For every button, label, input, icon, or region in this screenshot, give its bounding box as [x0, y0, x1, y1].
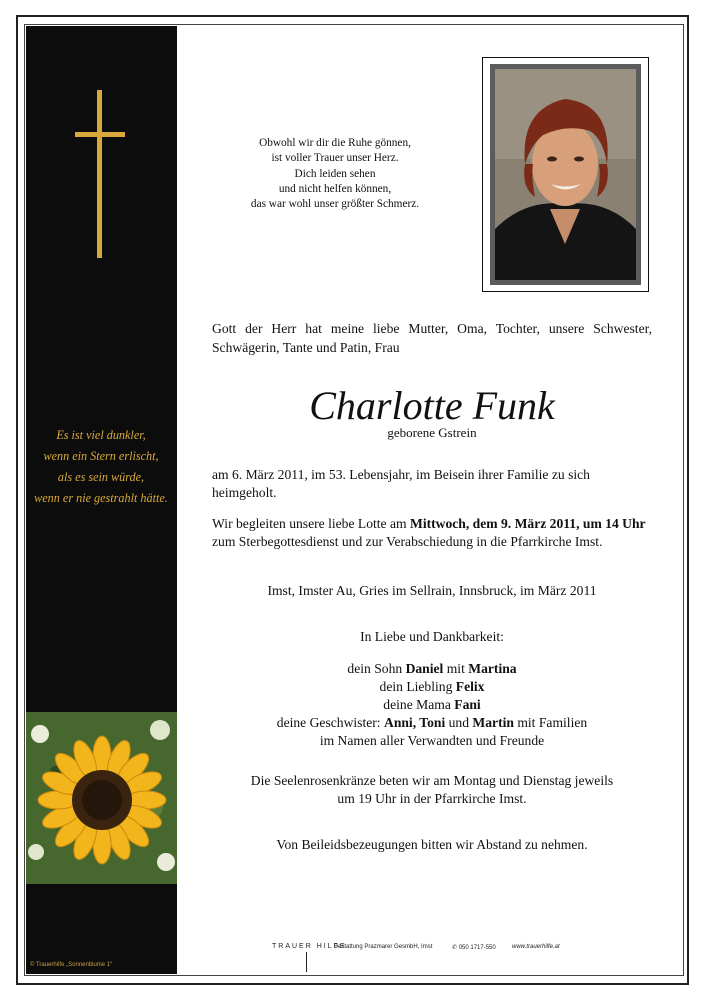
quote-line: Es ist viel dunkler,	[56, 428, 146, 442]
family-name: Martina	[468, 661, 517, 676]
condolence-notice: Von Beileidsbezeugungen bitten wir Abstand zu nehmen.	[276, 837, 588, 852]
poem-line: Dich leiden sehen	[294, 167, 376, 180]
family-text: deine Mama	[383, 697, 455, 712]
rosary-line: Die Seelenrosenkränze beten wir am Montag und Dienstag jeweils	[250, 773, 614, 788]
family-text: mit Familien	[513, 715, 588, 730]
cross-icon	[97, 90, 102, 258]
family-text: dein Liebling	[379, 679, 456, 694]
family-text: und	[445, 715, 473, 730]
thanks-heading: In Liebe und Dankbarkeit:	[360, 629, 504, 644]
family-name: Fani	[454, 697, 481, 712]
rosary-line: um 19 Uhr in der Pfarrkirche Imst.	[337, 791, 527, 806]
family-line	[212, 714, 652, 732]
sunflower-image	[26, 712, 177, 884]
rosary-notice	[212, 772, 652, 808]
family-line	[212, 660, 652, 678]
deceased-name: Charlotte Funk	[309, 383, 555, 428]
footer-company: Bestattung Prazmarer GesmbH, Imst	[334, 944, 433, 950]
footer-website: www.trauerhilfe.at	[512, 944, 560, 950]
family-line: im Namen aller Verwandten und Freunde	[319, 733, 545, 748]
footer-phone: ✆ 050 1717-550	[452, 945, 496, 951]
family-name: Felix	[455, 679, 485, 694]
death-notice: am 6. März 2011, im 53. Lebensjahr, im Beisein ihrer Familie zu sich heimgeholt.	[212, 467, 590, 500]
sidebar-quote	[28, 425, 174, 509]
poem-line: und nicht helfen können,	[278, 182, 392, 195]
quote-line: wenn er nie gestrahlt hätte.	[34, 491, 168, 505]
poem-line: das war wohl unser größter Schmerz.	[250, 198, 420, 211]
family-name: Anni, Toni	[384, 715, 446, 730]
family-text: deine Geschwister:	[276, 715, 384, 730]
family-line	[212, 678, 652, 696]
funeral-text: zum Sterbegottesdienst und zur Verabschiedung in die Pfarrkirche Imst.	[212, 534, 603, 549]
trauerhilfe-logo: TRAUER HILFE	[272, 943, 347, 950]
family-list	[212, 660, 652, 750]
cross-icon-bar	[75, 132, 125, 137]
funeral-text: Wir begleiten unsere liebe Lotte am	[212, 516, 410, 531]
family-name: Martin	[472, 715, 514, 730]
logo-divider	[306, 952, 307, 972]
family-name: Daniel	[405, 661, 444, 676]
funeral-notice	[212, 515, 657, 551]
poem-line: Obwohl wir dir die Ruhe gönnen,	[259, 137, 411, 149]
intro-text: Gott der Herr hat meine liebe Mutter, Oma, Tochter, unsere Schwester, Schwägerin, Tante und Patin, Frau	[212, 321, 652, 355]
image-credit: © Trauerhilfe „Sonnenblume 1“	[30, 962, 113, 968]
poem	[215, 136, 455, 212]
places-date: Imst, Imster Au, Gries im Sellrain, Innsbruck, im März 2011	[267, 583, 597, 598]
quote-line: wenn ein Stern erlischt,	[43, 449, 159, 463]
family-text: dein Sohn	[347, 661, 406, 676]
portrait-photo	[495, 69, 636, 280]
family-text: mit	[443, 661, 469, 676]
quote-line: als es sein würde,	[57, 470, 145, 484]
family-line	[212, 696, 652, 714]
funeral-date: Mittwoch, dem 9. März 2011, um 14 Uhr	[410, 516, 646, 531]
maiden-name: geborene Gstrein	[387, 425, 477, 440]
poem-line: ist voller Trauer unser Herz.	[271, 152, 399, 165]
